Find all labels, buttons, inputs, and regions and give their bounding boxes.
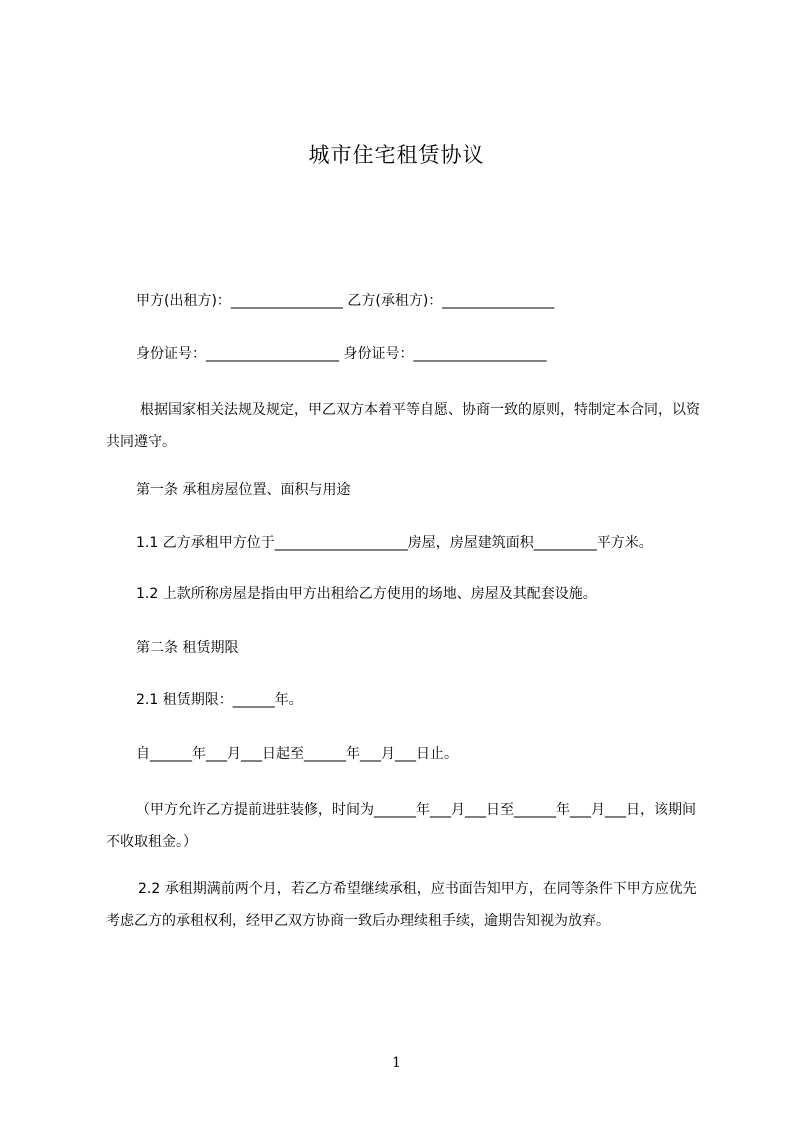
clause-2-2: 2.2 承租期满前两个月，若乙方希望继续承租，应书面告知甲方，在同等条件下甲方应优先考虑乙方的承租权利，经甲乙双方协商一致后办理续租手续，逾期告知视为放弃。 <box>106 881 697 929</box>
clause-2-1: 2.1 租赁期限：______年。 <box>136 692 303 708</box>
page-number: 1 <box>392 1055 401 1071</box>
lease-period-line: 自______年___月___日起至______年___月___日止。 <box>136 746 458 762</box>
party-line: 甲方(出租方)：________________ 乙方(承租方)：________________ <box>136 293 555 309</box>
clause-1-2: 1.2 上款所称房屋是指由甲方出租给乙方使用的场地、房屋及其配套设施。 <box>136 586 597 602</box>
id-number-line: 身份证号：___________________ 身份证号：___________________ <box>136 346 547 362</box>
article-1-heading: 第一条 承租房屋位置、面积与用途 <box>136 482 351 498</box>
intro-paragraph: 根据国家相关法规及规定，甲乙双方本着平等自愿、协商一致的原则，特制定本合同，以资共同遵守。 <box>106 402 700 450</box>
clause-1-1: 1.1 乙方承租甲方位于___________________房屋，房屋建筑面积_________平方米。 <box>136 535 653 551</box>
article-2-heading: 第二条 租赁期限 <box>136 640 239 656</box>
document-title: 城市住宅租赁协议 <box>308 143 485 167</box>
renovation-note: （甲方允许乙方提前进驻装修，时间为______年___月___日至______年___月___日，该期间不收取租金。） <box>106 802 696 850</box>
